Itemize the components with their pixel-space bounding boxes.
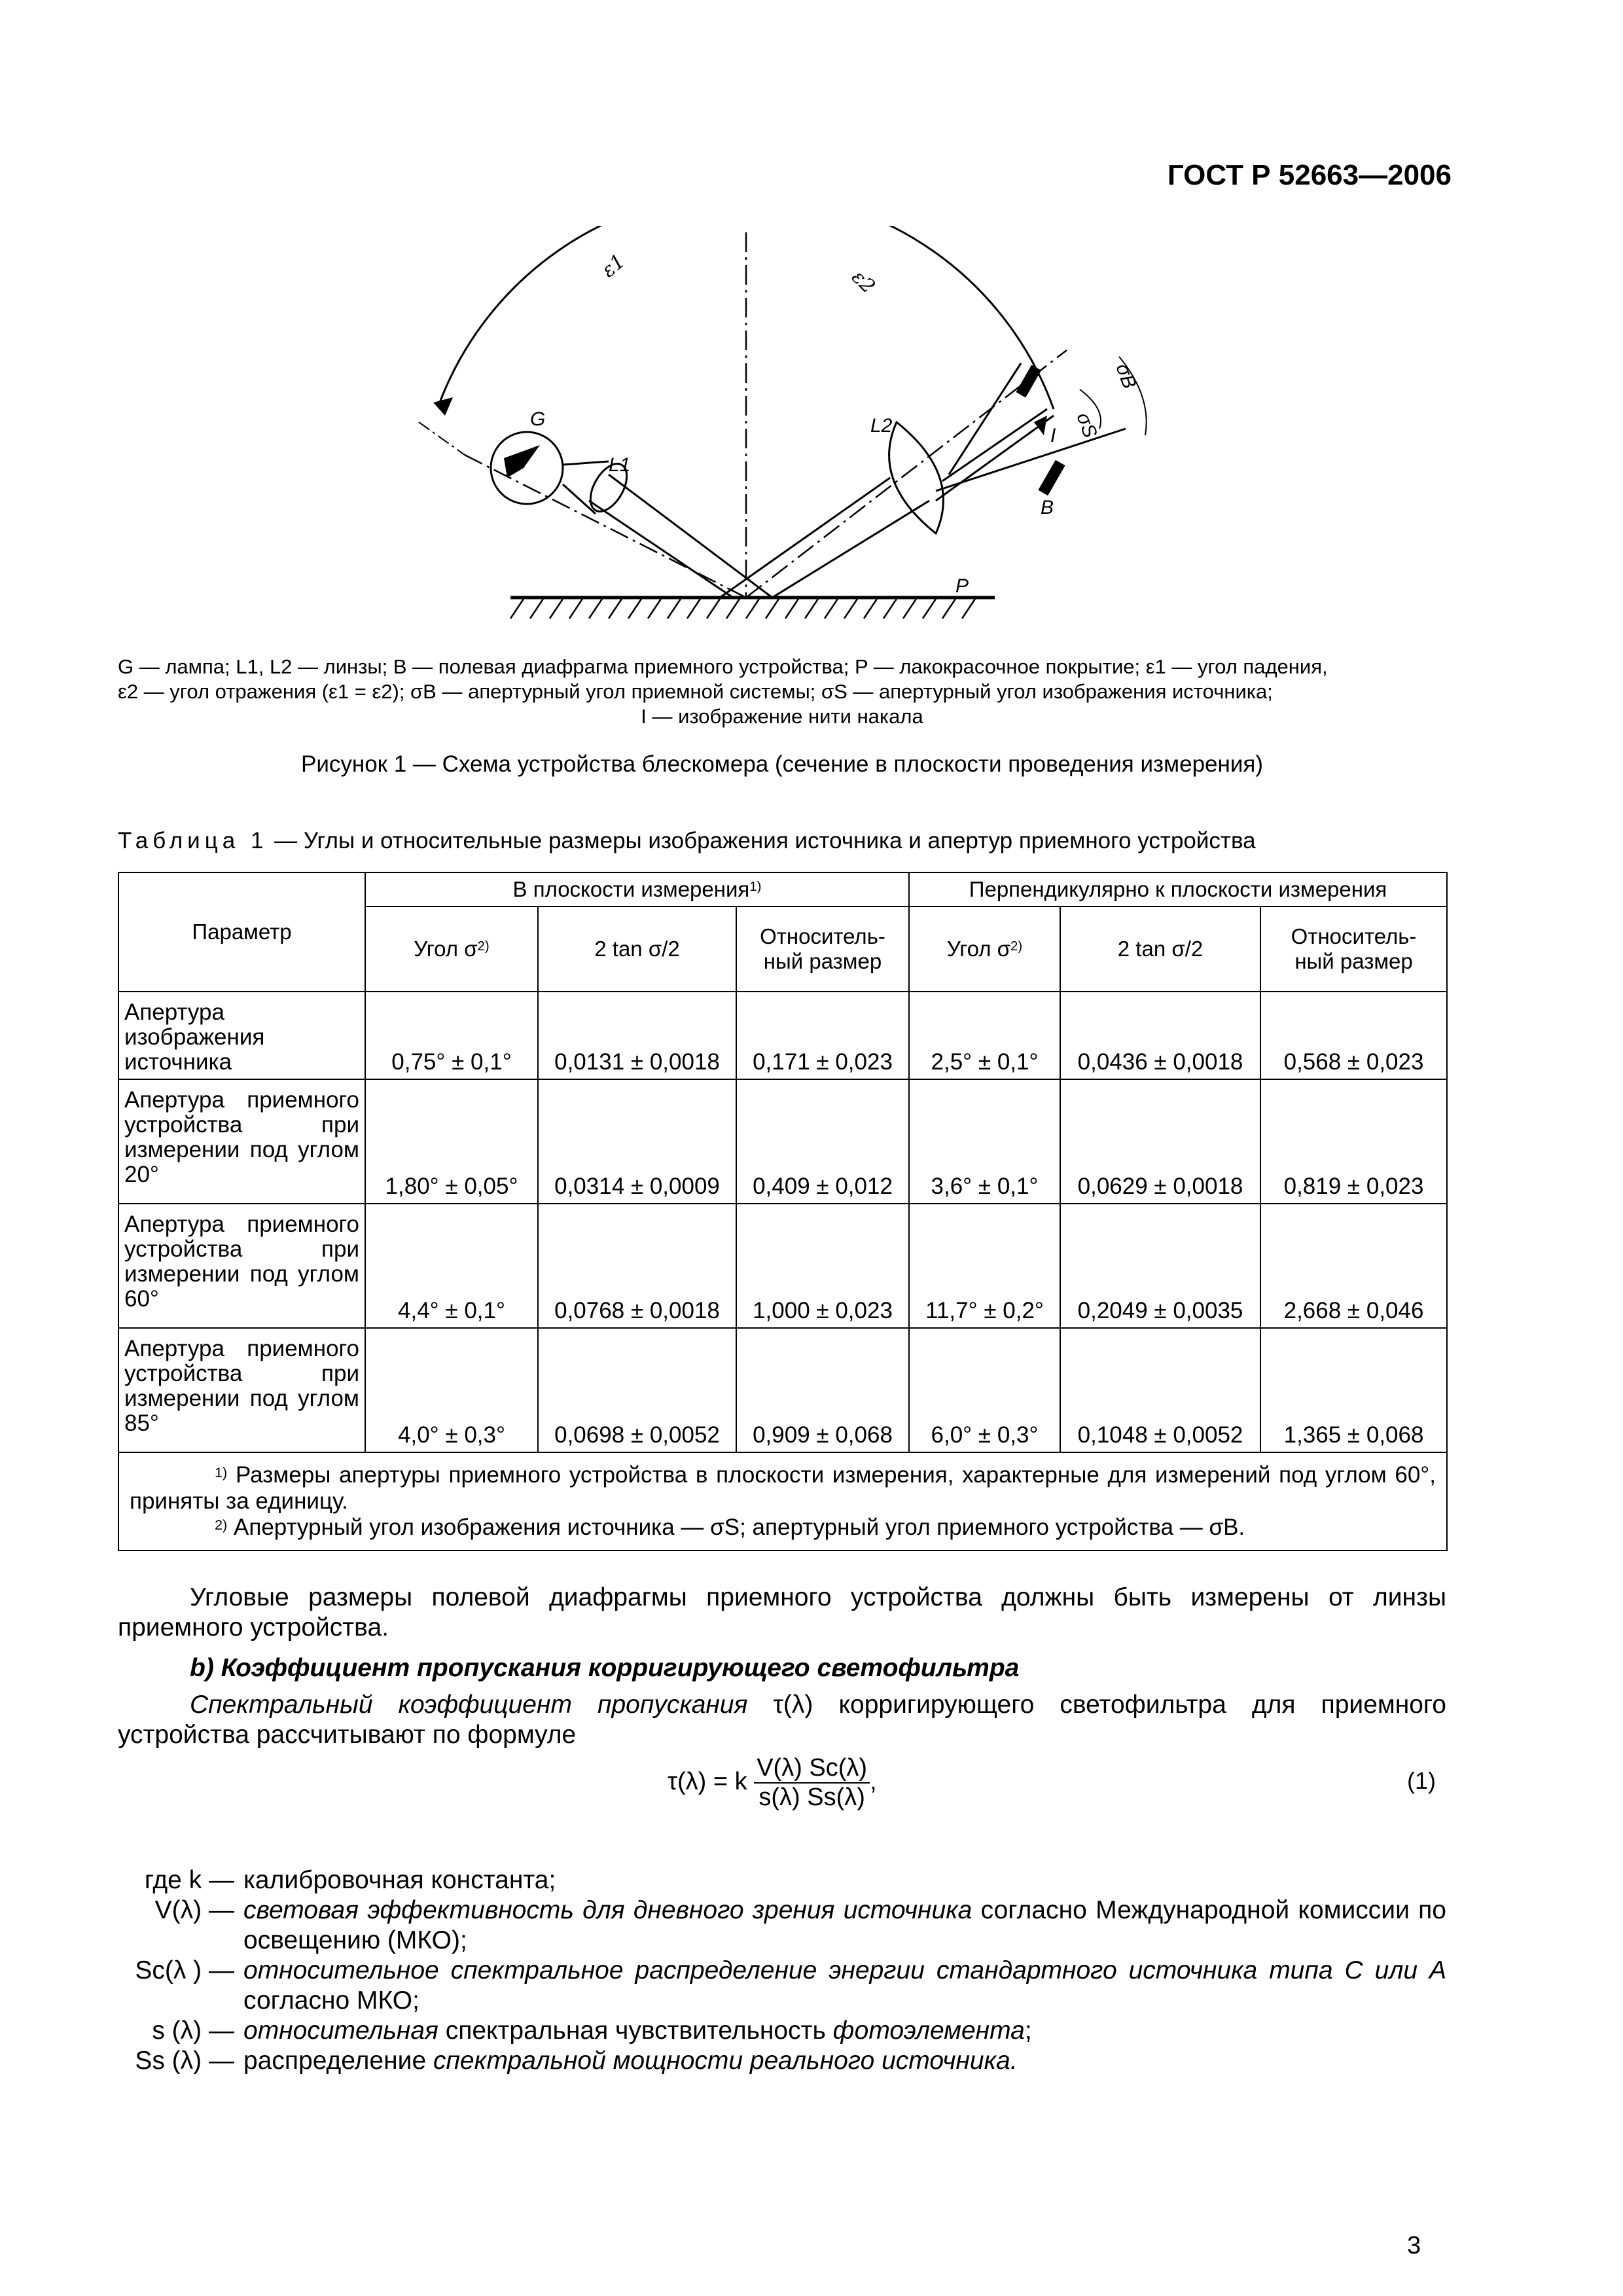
header-angle: Угол $\sigma^{2)}$ — [909, 906, 1060, 992]
cell: 0,0698 ± 0,0052 — [538, 1328, 736, 1452]
cell: 0,409 ± 0,012 — [736, 1079, 909, 1204]
header-tan: 2 tan σ/2 — [538, 906, 736, 992]
header-angle: Угол $\sigma^{2)}$ — [365, 906, 538, 992]
cell: 0,568 ± 0,023 — [1260, 992, 1447, 1079]
cell: 0,1048 ± 0,0052 — [1060, 1328, 1260, 1452]
table-title — [118, 828, 1446, 854]
row-param: Апертура приемного устройства при измерении под углом 20° — [118, 1079, 365, 1204]
lens-l2 — [889, 422, 944, 533]
row-param: Апертура приемного устройства при измерении под углом 60° — [118, 1204, 365, 1328]
paragraph: Спектральный коэффициент пропускания τ(λ) корригирующего светофильтра для приемного устройства рассчитывают по формуле — [118, 1691, 1446, 1749]
cell: 0,171 ± 0,023 — [736, 992, 909, 1079]
note-1: $^{1)}$ Размеры апертуры приемного устройства в плоскости измерения, характерные для измерений под углом 60°, приняты за единицу. — [130, 1462, 1436, 1514]
cell: 0,0131 ± 0,0018 — [538, 992, 736, 1079]
table-title-text: — Углы и относительные размеры изображения источника и апертур приемного устройства — [268, 828, 1256, 853]
table-row — [118, 1328, 1447, 1452]
label-l2: L2 — [870, 415, 893, 437]
surface-hatching — [510, 599, 975, 619]
label-p: P — [955, 575, 969, 597]
cell: 1,365 ± 0,068 — [1260, 1328, 1447, 1452]
cell: 0,0629 ± 0,0018 — [1060, 1079, 1260, 1204]
cell: 6,0° ± 0,3° — [909, 1328, 1060, 1452]
header-rel: Относитель- ный размер — [1260, 906, 1447, 992]
cell: 0,0436 ± 0,0018 — [1060, 992, 1260, 1079]
equation-number: (1) — [1407, 1767, 1436, 1794]
table-row — [118, 1204, 1447, 1328]
paragraph: Угловые размеры полевой диафрагмы приемного устройства должны быть измерены от линзы приемного устройства. — [118, 1583, 1446, 1641]
table-title-label: Таблица 1 — [118, 828, 268, 853]
legend-line: G — лампа; L1, L2 — линзы; B — полевая диафрагма приемного устройства; P — лакокрасочное покрытие; ε1 — угол падения, — [118, 655, 1328, 678]
header-rel: Относитель- ный размер — [736, 906, 909, 992]
section-heading: b) Коэффициент пропускания корригирующего светофильтра — [190, 1654, 1020, 1682]
cell: 0,909 ± 0,068 — [736, 1328, 909, 1452]
label-eps2: ε2 — [847, 265, 880, 298]
definition-item: Sc(λ ) — относительное спектральное распределение энергии стандартного источника типа С или А согласно МКО; — [135, 1956, 1446, 2015]
glossmeter-diagram — [393, 226, 1165, 632]
row-param: Апертура изображения источника — [118, 992, 365, 1079]
label-b: B — [1041, 497, 1054, 518]
cell: 3,6° ± 0,1° — [909, 1079, 1060, 1204]
cell: 4,4° ± 0,1° — [365, 1204, 538, 1328]
figure-caption: Рисунок 1 — Схема устройства блескомера (сечение в плоскости проведения измерения) — [300, 751, 1264, 777]
definition-item: Ss (λ) — распределение спектральной мощности реального источника. — [135, 2047, 1018, 2075]
legend-line: I — изображение нити накала — [641, 705, 923, 728]
lamp-circle — [491, 432, 563, 504]
diaphragm-b-bottom — [1039, 461, 1063, 494]
label-sigma-s: σS — [1072, 410, 1101, 441]
note-2: $^{2)}$ Апертурный угол изображения источника — σS; апертурный угол приемного устройства — σB. — [215, 1515, 1245, 1540]
table-row — [118, 1079, 1447, 1204]
label-i: I — [1050, 425, 1056, 446]
table-notes — [118, 1452, 1447, 1551]
cell: 0,819 ± 0,023 — [1260, 1079, 1447, 1204]
cell: 0,2049 ± 0,0035 — [1060, 1204, 1260, 1328]
header-param: Параметр — [118, 872, 365, 992]
angles-table — [118, 872, 1448, 1551]
definition-item: V(λ) — световая эффективность для дневного зрения источника согласно Международной комиссии по освещению (МКО); — [154, 1896, 1446, 1954]
label-l1: L1 — [609, 454, 631, 476]
document-number: ГОСТ Р 52663—2006 — [1167, 159, 1452, 191]
header-group2: Перпендикулярно к плоскости измерения — [909, 872, 1447, 906]
definition-item: где k — калибровочная константа; — [144, 1866, 556, 1894]
label-eps1: ε1 — [597, 249, 630, 283]
cell: 2,5° ± 0,1° — [909, 992, 1060, 1079]
cell: 0,0314 ± 0,0009 — [538, 1079, 736, 1204]
cell: 1,000 ± 0,023 — [736, 1204, 909, 1328]
formula-denominator: s(λ) Ss(λ) — [758, 1784, 865, 1811]
table-row — [118, 992, 1447, 1079]
legend-line: ε2 — угол отражения (ε1 = ε2); σB — апертурный угол приемной системы; σS — апертурный угол изображения источника; — [118, 680, 1273, 703]
label-g: G — [530, 408, 546, 430]
cell: 0,0768 ± 0,0018 — [538, 1204, 736, 1328]
figure-legend — [118, 655, 1446, 729]
definition-item: s (λ) — относительная спектральная чувствительность фотоэлемента; — [152, 2017, 1032, 2045]
cell: 4,0° ± 0,3° — [365, 1328, 538, 1452]
cell: 2,668 ± 0,046 — [1260, 1204, 1447, 1328]
formula-numerator: V(λ) Sc(λ) — [754, 1754, 870, 1784]
header-group1: В плоскости измерения$^{1)}$ — [365, 872, 909, 906]
cell: 1,80° ± 0,05° — [365, 1079, 538, 1204]
label-sigma-b: σB — [1111, 361, 1141, 392]
diaphragm-b-top — [1017, 366, 1040, 396]
header-tan: 2 tan σ/2 — [1060, 906, 1260, 992]
cell: 11,7° ± 0,2° — [909, 1204, 1060, 1328]
formula: τ(λ) = k $\frac{V(\lambda) Sc(\lambda)}{s(\lambda) Ss(\lambda)}$ , — [668, 1754, 877, 1811]
cell: 0,75° ± 0,1° — [365, 992, 538, 1079]
page-number: 3 — [1407, 2232, 1421, 2259]
row-param: Апертура приемного устройства при измерении под углом 85° — [118, 1328, 365, 1452]
definitions-list — [118, 1865, 1446, 2076]
